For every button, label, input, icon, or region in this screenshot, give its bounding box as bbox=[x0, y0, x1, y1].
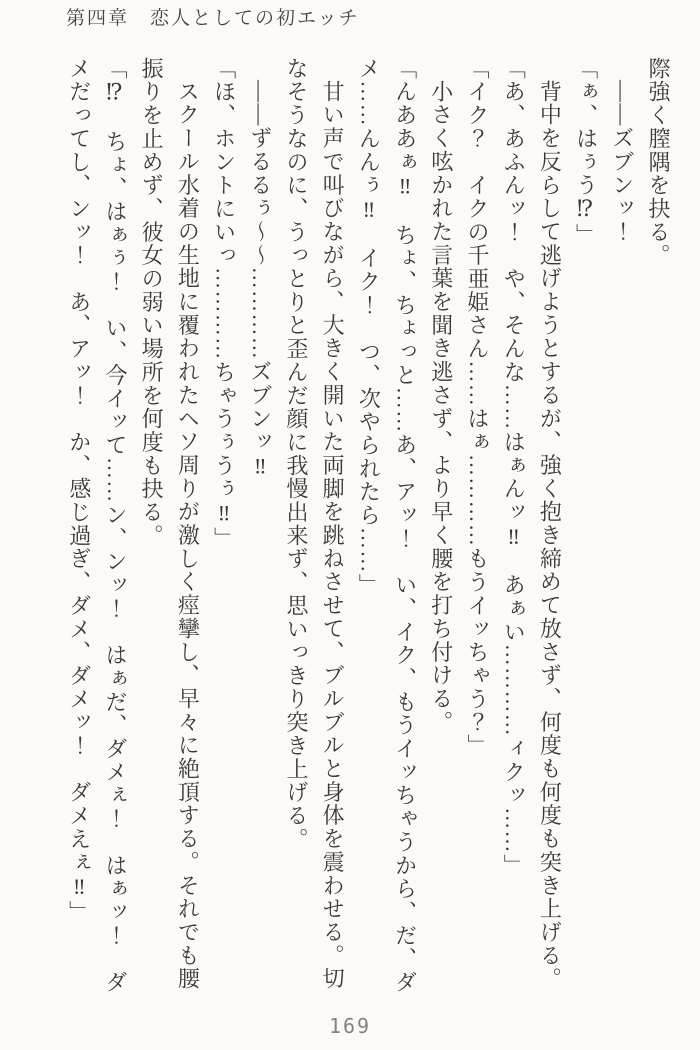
text-line: 「ぁ、はぅう⁉」 bbox=[573, 57, 599, 247]
text-line: なそうなのに、うっとりと歪んだ顔に我慢出来ず、思いっきり突き上げる。 bbox=[283, 57, 309, 851]
text-line: 「あ、あふんッ！ や、そんな……はぁんッ‼ あぁい…………ィクッ……」 bbox=[501, 57, 527, 878]
text-line: ——ずるるぅ～～…………ズブンッ‼ bbox=[247, 80, 273, 480]
text-line: 背中を反らして逃げようとするが、強く抱き締めて放さず、何度も何度も突き上げる。 bbox=[537, 80, 563, 991]
page-number: 169 bbox=[328, 1014, 372, 1038]
text-line: 甘い声で叫びながら、大きく開いた両脚を跳ねさせて、ブルブルと身体を震わせる。切 bbox=[320, 80, 346, 991]
text-line: 「ほ、ホントにいっ…………ちゃうぅうぅ‼」 bbox=[211, 57, 237, 551]
text-line: 「イク？ イクの千亜姫さん……はぁ…………もうイッちゃう？」 bbox=[464, 57, 490, 758]
text-line: スクール水着の生地に覆われたヘソ周りが激しく痙攣し、早々に絶頂する。それでも腰 bbox=[175, 80, 201, 991]
chapter-header: 第四章 恋人としての初エッチ bbox=[66, 8, 360, 29]
text-line: 振りを止めず、彼女の弱い場所を何度も抉る。 bbox=[139, 57, 165, 548]
text-line: メだってし、ンッ！ あ、アッ！ か、感じ過ぎ、ダメ、ダメッ！ ダメえぇ‼」 bbox=[66, 57, 92, 924]
text-line: 小さく呟かれた言葉を聞き逃さず、より早く腰を打ち付ける。 bbox=[428, 80, 454, 734]
text-line: 際強く膣隅を抉る。 bbox=[646, 57, 671, 268]
text-line: 「⁉ ちょ、はぁぅ！ い、今イッて……ン、ンッ！ はぁだ、ダメぇ！ はぁッ！ ダ bbox=[102, 57, 128, 994]
text-line: ——ズブンッ！ bbox=[609, 80, 635, 244]
text-line: 「んああぁ‼ ちょ、ちょっと……あ、アッ！ い、イク、もうイッちゃうから、だ、ダ bbox=[392, 57, 418, 994]
text-line: メ……んんぅ‼ イク！ つ、次やられたら……」 bbox=[356, 57, 382, 598]
body-text-block bbox=[54, 57, 676, 1005]
